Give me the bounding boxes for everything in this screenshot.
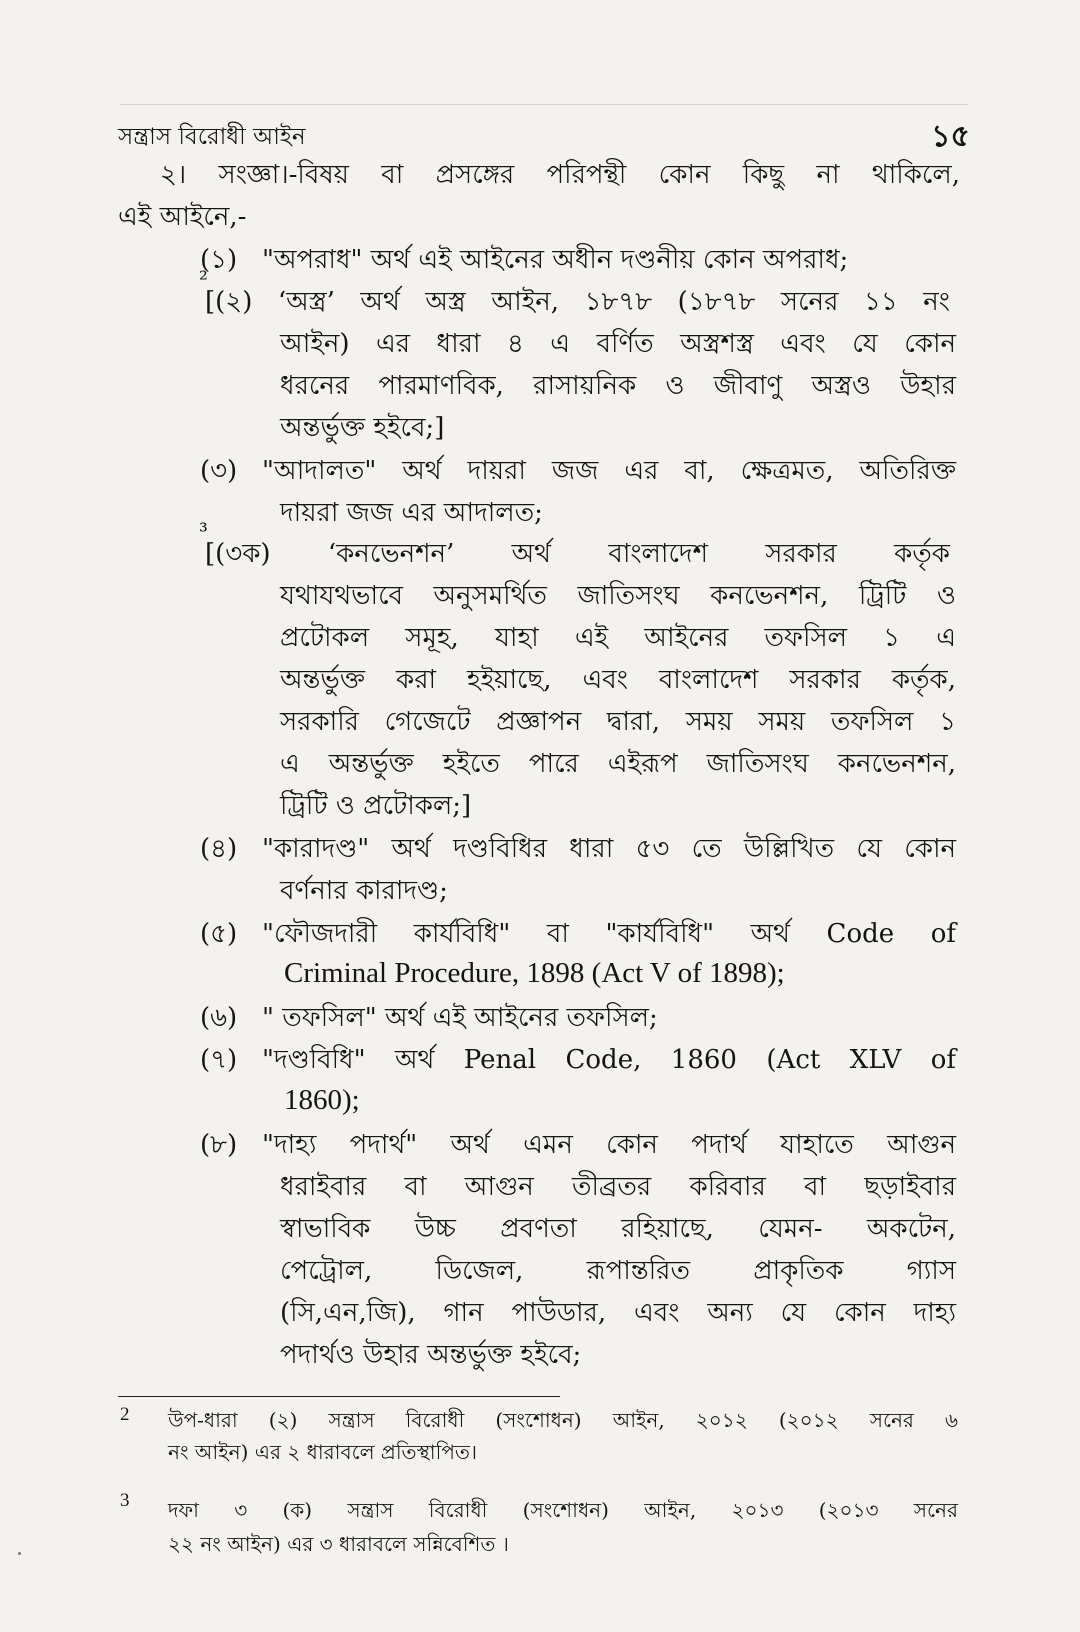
footnote-3-line-2: ২২ নং আইন) এর ৩ ধারাবলে সন্নিবেশিত । [168,1532,509,1556]
definition-3a-line-2: যথাযথভাবে অনুসমর্থিত জাতিসংঘ কনভেনশন, ট্রিটি ও [280,581,956,611]
definition-2-line-2: আইন) এর ধারা ৪ এ বর্ণিত অস্ত্রশস্ত্র এবং যে কোন [280,329,956,359]
definition-8-number: (৮) [200,1130,238,1160]
definition-3a-line-4: অন্তর্ভুক্ত করা হইয়াছে, এবং বাংলাদেশ সরকার কর্তৃক, [280,665,956,695]
footnote-ref-3: ³ [199,520,208,545]
definition-8-line-4: পেট্রোল, ডিজেল, রূপান্তরিত প্রাকৃতিক গ্যাস [280,1256,956,1286]
definition-3a-line-1: [(৩ক) ‘কনভেনশন’ অর্থ বাংলাদেশ সরকার কর্তৃক [205,539,950,569]
definition-8-line-1: "দাহ্য পদার্থ" অর্থ এমন কোন পদার্থ যাহাতে আগুন [262,1130,956,1160]
definition-6-text: " তফসিল" অর্থ এই আইনের তফসিল; [262,1003,658,1033]
definition-1-number: (১) [200,245,238,275]
footnote-2-line-2: নং আইন) এর ২ ধারাবলে প্রতিস্থাপিত। [168,1440,478,1464]
definition-3a-line-7: ট্রিটি ও প্রটোকল;] [280,791,472,821]
section-2-intro-line-2: এই আইনে,- [118,202,247,232]
definition-5-line-2: Criminal Procedure, 1898 (Act V of 1898); [284,957,785,989]
footnote-2-line-1: উপ-ধারা (২) সন্ত্রাস বিরোধী (সংশোধন) আইন, ২০১২ (২০১২ সনের ৬ [168,1408,958,1432]
definition-8-line-5: (সি,এন,জি), গান পাউডার, এবং অন্য যে কোন দাহ্য [280,1298,956,1328]
definition-3-line-2: দায়রা জজ এর আদালত; [280,498,543,528]
definition-8-line-2: ধরাইবার বা আগুন তীব্রতর করিবার বা ছড়াইবার [280,1172,956,1202]
definition-8-line-3: স্বাভাবিক উচ্চ প্রবণতা রহিয়াছে, যেমন- অকটেন, [280,1214,956,1244]
definition-5-line-1: "ফৌজদারী কার্যবিধি" বা "কার্যবিধি" অর্থ Code of [262,919,956,949]
footnote-ref-2: ² [199,268,208,293]
definition-1-text: "অপরাধ" অর্থ এই আইনের অধীন দণ্ডনীয় কোন অপরাধ; [262,245,849,275]
definition-2-line-3: ধরনের পারমাণবিক, রাসায়নিক ও জীবাণু অস্ত্রও উহার [280,371,956,401]
definition-8-line-6: পদার্থও উহার অন্তর্ভুক্ত হইবে; [280,1340,582,1370]
section-2-intro-line-1: ২। সংজ্ঞা।-বিষয় বা প্রসঙ্গের পরিপন্থী কোন কিছু না থাকিলে, [160,160,960,190]
definition-7-line-2: 1860); [284,1084,360,1116]
definition-4-line-1: "কারাদণ্ড" অর্থ দণ্ডবিধির ধারা ৫৩ তে উল্লিখিত যে কোন [262,834,956,864]
running-head [118,118,970,154]
footnote-3-number: 3 [120,1490,130,1511]
footnote-2-number: 2 [120,1404,130,1425]
definition-3a-line-6: এ অন্তর্ভুক্ত হইতে পারে এইরূপ জাতিসংঘ কনভেনশন, [280,749,956,779]
definition-2-line-4: অন্তর্ভুক্ত হইবে;] [280,413,445,443]
running-head-title: সন্ত্রাস বিরোধী আইন [118,124,306,150]
definition-5-number: (৫) [200,919,238,949]
definition-3-number: (৩) [200,456,238,486]
definition-4-number: (৪) [200,834,238,864]
paper-speck [18,1552,21,1555]
definition-6-number: (৬) [200,1003,238,1033]
definition-3a-line-3: প্রটোকল সমূহ, যাহা এই আইনের তফসিল ১ এ [280,623,956,653]
footnote-3-line-1: দফা ৩ (ক) সন্ত্রাস বিরোধী (সংশোধন) আইন, ২০১৩ (২০১৩ সনের [168,1498,958,1522]
definition-2-line-1: [(২) ‘অস্ত্র’ অর্থ অস্ত্র আইন, ১৮৭৮ (১৮৭৮ সনের ১১ নং [205,287,950,317]
definition-3a-line-5: সরকারি গেজেটে প্রজ্ঞাপন দ্বারা, সময় সময় তফসিল ১ [280,707,956,737]
definition-7-number: (৭) [200,1045,238,1075]
definition-7-line-1: "দণ্ডবিধি" অর্থ Penal Code, 1860 (Act XLV of [262,1045,956,1075]
definition-3-line-1: "আদালত" অর্থ দায়রা জজ এর বা, ক্ষেত্রমত, অতিরিক্ত [262,456,956,486]
definition-4-line-2: বর্ণনার কারাদণ্ড; [280,876,448,906]
page-number: ১৫ [931,119,970,154]
footnote-separator [118,1396,560,1397]
top-edge-line [120,104,968,105]
